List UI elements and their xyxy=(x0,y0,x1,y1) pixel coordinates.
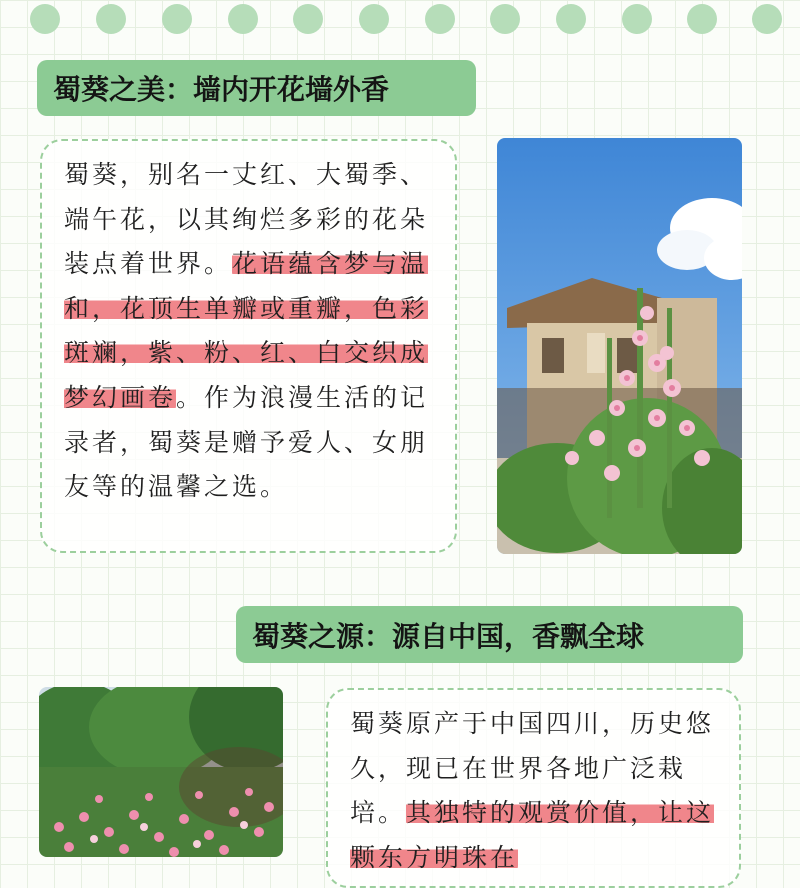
binding-dot xyxy=(30,4,60,34)
binding-dot xyxy=(96,4,126,34)
section2-text-highlight: 其独特的观赏价值，让这颗东方明珠在 xyxy=(350,798,715,872)
binding-dot xyxy=(752,4,782,34)
section1-text-card xyxy=(40,139,457,553)
binding-dot xyxy=(622,4,652,34)
binding-dot xyxy=(293,4,323,34)
notebook-binding-dots xyxy=(0,0,800,40)
hollyhock-house-photo-icon xyxy=(497,138,742,554)
binding-dot xyxy=(490,4,520,34)
section1-text-highlight: 花语蕴含梦与温和，花顶生单瓣或重瓣，色彩斑斓，紫、粉、红、白交织成梦幻画卷 xyxy=(64,249,429,412)
binding-dot xyxy=(359,4,389,34)
binding-dot xyxy=(687,4,717,34)
section2-text-card xyxy=(326,688,741,888)
binding-dot xyxy=(425,4,455,34)
section2-paragraph xyxy=(328,702,739,880)
section1-heading: 蜀葵之美：墙内开花墙外香 xyxy=(37,60,476,116)
section2-heading: 蜀葵之源：源自中国，香飘全球 xyxy=(236,606,743,663)
hollyhock-field-photo-icon xyxy=(39,687,283,857)
binding-dot xyxy=(556,4,586,34)
section1-text-plain-end: 。作为浪漫生活的记录者，蜀葵是赠予爱人、女朋友等的温馨之选。 xyxy=(64,382,429,502)
section1-paragraph xyxy=(42,153,455,510)
binding-dot xyxy=(228,4,258,34)
binding-dot xyxy=(162,4,192,34)
section1-text-plain: 蜀葵，别名一丈红、大蜀季、端午花，以其绚烂多彩的花朵装点着世界。 xyxy=(64,160,429,279)
section2-text-plain: 蜀葵原产于中国四川，历史悠久，现已在世界各地广泛栽培。 xyxy=(350,709,715,828)
